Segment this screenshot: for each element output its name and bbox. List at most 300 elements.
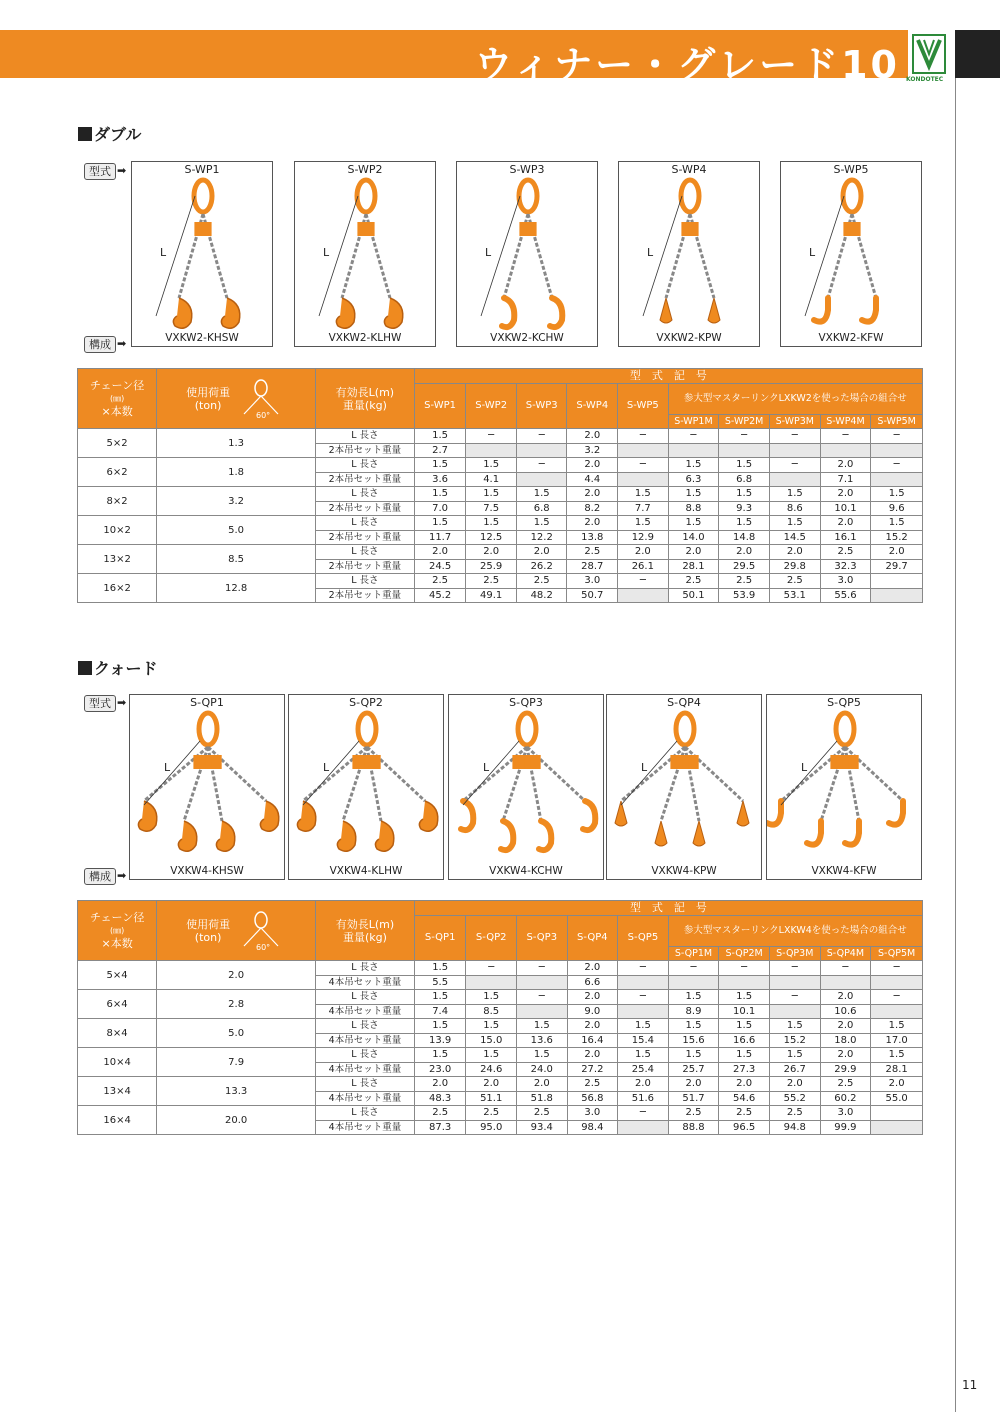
ref-model-col-header: S-QP2M <box>719 946 770 961</box>
length-cell: 1.5 <box>719 487 770 502</box>
length-cell: 2.0 <box>820 487 871 502</box>
sling-card <box>288 694 444 880</box>
chain-size-cell: 8×2 <box>78 487 157 516</box>
length-cell: ─ <box>516 429 567 444</box>
svg-text:L: L <box>647 246 654 259</box>
length-cell: 2.0 <box>820 1048 871 1063</box>
svg-text:L: L <box>809 246 816 259</box>
sling-angle-icon <box>236 378 286 420</box>
length-cell: ─ <box>668 429 719 444</box>
length-cell: 2.5 <box>769 574 820 589</box>
weight-cell <box>516 975 567 990</box>
chain-size-cell: 10×2 <box>78 516 157 545</box>
model-label: S-QP2 <box>349 696 383 709</box>
chain-sling-icon <box>130 709 286 869</box>
weight-cell: 23.0 <box>414 1062 466 1077</box>
length-cell: 3.0 <box>567 574 618 589</box>
svg-text:L: L <box>485 246 492 259</box>
model-col-header: S-QP5 <box>618 915 669 961</box>
svg-text:L: L <box>641 761 648 774</box>
length-cell: 1.5 <box>769 487 820 502</box>
weight-cell <box>618 588 669 603</box>
length-cell: 1.5 <box>769 516 820 531</box>
config-code: VXKW4-KLHW <box>329 865 403 877</box>
row-label-weight: 4本吊セット重量 <box>316 975 415 990</box>
length-cell: 2.5 <box>719 1106 770 1121</box>
load-cell: 1.8 <box>157 458 316 487</box>
length-cell: 1.5 <box>414 516 466 531</box>
weight-cell: 9.0 <box>567 1004 618 1019</box>
weight-cell: 48.3 <box>414 1091 466 1106</box>
length-cell: 1.5 <box>466 1048 517 1063</box>
col-header-chain: チェーン径 (㎜) ×本数 <box>78 369 157 429</box>
svg-text:L: L <box>160 246 167 259</box>
weight-cell: 25.7 <box>668 1062 719 1077</box>
weight-cell: 55.0 <box>871 1091 923 1106</box>
weight-cell <box>871 1004 923 1019</box>
length-cell: 2.0 <box>516 1077 567 1092</box>
length-cell: ─ <box>618 458 669 473</box>
weight-cell: 9.6 <box>871 501 923 516</box>
chain-size-cell: 16×2 <box>78 574 157 603</box>
weight-cell <box>618 1120 669 1135</box>
weight-cell: 51.8 <box>516 1091 567 1106</box>
chain-sling-icon <box>295 176 437 336</box>
length-cell: 2.5 <box>719 574 770 589</box>
length-cell: 2.0 <box>567 961 618 976</box>
config-code: VXKW2-KHSW <box>165 332 239 344</box>
logo-text: KONDOTEC <box>906 76 944 83</box>
config-code: VXKW4-KHSW <box>170 865 244 877</box>
sling-card <box>618 161 760 347</box>
length-cell: 2.0 <box>567 1019 618 1034</box>
weight-cell <box>871 975 923 990</box>
weight-cell: 5.5 <box>414 975 466 990</box>
weight-cell: 14.5 <box>769 530 820 545</box>
row-label-weight: 2本吊セット重量 <box>315 559 414 574</box>
load-cell: 1.3 <box>157 429 316 458</box>
square-bullet-icon <box>78 661 92 675</box>
weight-cell: 28.7 <box>567 559 618 574</box>
weight-cell: 24.5 <box>414 559 466 574</box>
length-cell: 2.0 <box>719 545 770 560</box>
length-cell: 1.5 <box>466 487 517 502</box>
config-code: VXKW4-KPW <box>651 865 717 877</box>
length-cell: 1.5 <box>618 516 669 531</box>
model-label: S-QP5 <box>827 696 861 709</box>
row-label-length: L 長さ <box>315 516 414 531</box>
load-cell: 3.2 <box>157 487 316 516</box>
length-cell: 1.5 <box>466 516 517 531</box>
model-label: S-WP1 <box>184 163 220 176</box>
model-col-header: S-WP4 <box>567 383 618 429</box>
length-cell: 1.5 <box>719 458 770 473</box>
length-cell: 1.5 <box>466 458 517 473</box>
length-cell: 1.5 <box>719 1048 770 1063</box>
length-cell: 2.0 <box>466 1077 517 1092</box>
length-cell: ─ <box>618 990 669 1005</box>
chain-size-cell: 13×2 <box>78 545 157 574</box>
model-label: S-WP4 <box>671 163 707 176</box>
config-code: VXKW4-KCHW <box>489 865 563 877</box>
row-label-weight: 4本吊セット重量 <box>316 1120 415 1135</box>
col-header-load: 使用荷重 (ton) 60° <box>157 901 316 961</box>
length-cell: ─ <box>820 429 871 444</box>
weight-cell: 8.8 <box>668 501 719 516</box>
length-cell: 2.5 <box>516 574 567 589</box>
length-cell: 2.0 <box>618 545 669 560</box>
model-label: S-WP5 <box>833 163 869 176</box>
model-col-header: S-WP2 <box>466 383 517 429</box>
length-cell: 1.5 <box>516 487 567 502</box>
weight-cell: 26.1 <box>618 559 669 574</box>
row-label-length: L 長さ <box>316 990 415 1005</box>
weight-cell: 10.6 <box>820 1004 871 1019</box>
table-row <box>78 516 923 531</box>
length-cell: ─ <box>769 961 820 976</box>
weight-cell <box>516 443 567 458</box>
length-cell: ─ <box>618 961 669 976</box>
kondotec-logo-icon <box>912 34 946 74</box>
config-code: VXKW2-KLHW <box>328 332 402 344</box>
length-cell: 2.0 <box>466 545 517 560</box>
model-col-header: S-QP1 <box>414 915 466 961</box>
length-cell: 2.0 <box>414 1077 466 1092</box>
weight-cell: 88.8 <box>668 1120 719 1135</box>
length-cell: 2.0 <box>668 545 719 560</box>
weight-cell: 16.4 <box>567 1033 618 1048</box>
weight-cell: 54.6 <box>719 1091 770 1106</box>
weight-cell: 95.0 <box>466 1120 517 1135</box>
weight-cell: 8.2 <box>567 501 618 516</box>
weight-cell: 13.6 <box>516 1033 567 1048</box>
chain-size-cell: 8×4 <box>78 1019 157 1048</box>
weight-cell: 29.8 <box>769 559 820 574</box>
weight-cell: 96.5 <box>719 1120 770 1135</box>
chain-size-cell: 16×4 <box>78 1106 157 1135</box>
length-cell: 1.5 <box>668 1048 719 1063</box>
row-label-weight: 2本吊セット重量 <box>315 443 414 458</box>
length-cell: 1.5 <box>719 516 770 531</box>
model-label: S-WP2 <box>347 163 383 176</box>
svg-text:L: L <box>801 761 808 774</box>
weight-cell <box>466 443 517 458</box>
length-cell: 1.5 <box>618 487 669 502</box>
double-spec-table <box>77 368 923 603</box>
col-header-load: 使用荷重 (ton) 60° <box>157 369 316 429</box>
row-label-length: L 長さ <box>315 429 414 444</box>
weight-cell: 12.2 <box>516 530 567 545</box>
length-cell: 1.5 <box>414 487 466 502</box>
config-code: VXKW2-KCHW <box>490 332 564 344</box>
sling-card <box>780 161 922 347</box>
length-cell: 1.5 <box>414 990 466 1005</box>
length-cell: 1.5 <box>668 990 719 1005</box>
length-cell: 2.0 <box>567 429 618 444</box>
load-cell: 13.3 <box>157 1077 316 1106</box>
length-cell: 2.0 <box>668 1077 719 1092</box>
sling-card <box>129 694 285 880</box>
ref-model-col-header: S-WP3M <box>769 414 820 429</box>
weight-cell: 28.1 <box>668 559 719 574</box>
weight-cell: 25.4 <box>618 1062 669 1077</box>
length-cell: ─ <box>618 574 669 589</box>
weight-cell: 94.8 <box>769 1120 820 1135</box>
weight-cell <box>871 1120 923 1135</box>
model-col-header: S-QP2 <box>466 915 517 961</box>
weight-cell: 8.6 <box>769 501 820 516</box>
length-cell: 1.5 <box>618 1048 669 1063</box>
row-label-weight: 4本吊セット重量 <box>316 1062 415 1077</box>
chain-size-cell: 6×4 <box>78 990 157 1019</box>
length-cell: 2.0 <box>567 516 618 531</box>
table-row <box>78 961 923 976</box>
length-cell: 1.5 <box>719 990 770 1005</box>
weight-cell: 9.3 <box>719 501 770 516</box>
row-label-length: L 長さ <box>316 961 415 976</box>
load-cell: 5.0 <box>157 516 316 545</box>
chain-size-cell: 6×2 <box>78 458 157 487</box>
config-tag: 構成 <box>84 336 116 353</box>
weight-cell <box>516 472 567 487</box>
length-cell: 2.5 <box>668 1106 719 1121</box>
weight-cell: 87.3 <box>414 1120 466 1135</box>
weight-cell: 15.6 <box>668 1033 719 1048</box>
sling-card <box>456 161 598 347</box>
weight-cell: 53.9 <box>719 588 770 603</box>
row-label-length: L 長さ <box>315 545 414 560</box>
weight-cell: 17.0 <box>871 1033 923 1048</box>
weight-cell: 7.5 <box>466 501 517 516</box>
weight-cell: 7.1 <box>820 472 871 487</box>
chain-sling-icon <box>457 176 599 336</box>
ref-model-col-header: S-WP5M <box>871 414 923 429</box>
weight-cell: 7.4 <box>414 1004 466 1019</box>
model-col-header: S-WP5 <box>618 383 669 429</box>
length-cell: 2.5 <box>820 545 871 560</box>
svg-text:L: L <box>323 761 330 774</box>
arrow-right-icon: ➡ <box>117 337 127 350</box>
section-title-quad: クォード <box>78 656 158 679</box>
weight-cell: 6.8 <box>516 501 567 516</box>
row-label-length: L 長さ <box>315 458 414 473</box>
weight-cell: 50.7 <box>567 588 618 603</box>
table-row <box>78 429 923 444</box>
weight-cell: 98.4 <box>567 1120 618 1135</box>
weight-cell <box>820 443 871 458</box>
weight-cell: 93.4 <box>516 1120 567 1135</box>
table-row <box>78 458 923 473</box>
weight-cell: 2.7 <box>414 443 466 458</box>
weight-cell: 51.7 <box>668 1091 719 1106</box>
length-cell: 1.5 <box>414 429 466 444</box>
length-cell: ─ <box>820 961 871 976</box>
weight-cell: 29.7 <box>871 559 923 574</box>
config-code: VXKW2-KFW <box>818 332 884 344</box>
config-code: VXKW2-KPW <box>656 332 722 344</box>
weight-cell <box>820 975 871 990</box>
weight-cell <box>769 472 820 487</box>
col-header-models: 型 式 記 号 <box>414 901 922 916</box>
model-col-header: S-QP3 <box>516 915 567 961</box>
length-cell: 3.0 <box>567 1106 618 1121</box>
length-cell: 2.0 <box>567 1048 618 1063</box>
sling-card <box>448 694 604 880</box>
row-label-length: L 長さ <box>316 1048 415 1063</box>
length-cell: 1.5 <box>516 1019 567 1034</box>
length-cell: 1.5 <box>871 487 923 502</box>
chain-size-cell: 5×4 <box>78 961 157 990</box>
model-tag: 型式 <box>84 163 116 180</box>
weight-cell: 29.9 <box>820 1062 871 1077</box>
length-cell: 2.0 <box>567 487 618 502</box>
svg-text:60°: 60° <box>256 942 271 952</box>
square-bullet-icon <box>78 127 92 141</box>
weight-cell <box>769 443 820 458</box>
ref-model-col-header: S-QP3M <box>769 946 820 961</box>
length-cell: ─ <box>871 990 923 1005</box>
side-divider <box>955 78 956 1412</box>
chain-sling-icon <box>607 709 763 869</box>
load-cell: 7.9 <box>157 1048 316 1077</box>
length-cell: 2.0 <box>414 545 466 560</box>
weight-cell <box>719 975 770 990</box>
weight-cell: 18.0 <box>820 1033 871 1048</box>
chain-sling-icon <box>449 709 605 869</box>
table-row <box>78 574 923 589</box>
weight-cell: 7.7 <box>618 501 669 516</box>
length-cell: 2.5 <box>414 1106 466 1121</box>
weight-cell: 10.1 <box>820 501 871 516</box>
length-cell: 1.5 <box>414 1019 466 1034</box>
length-cell: 2.5 <box>769 1106 820 1121</box>
weight-cell <box>769 1004 820 1019</box>
length-cell: ─ <box>719 961 770 976</box>
length-cell: 3.0 <box>820 1106 871 1121</box>
model-col-header: S-WP1 <box>414 383 466 429</box>
load-cell: 5.0 <box>157 1019 316 1048</box>
length-cell <box>871 1106 923 1121</box>
ref-model-col-header: S-QP1M <box>668 946 719 961</box>
weight-cell: 15.2 <box>769 1033 820 1048</box>
table-row <box>78 990 923 1005</box>
length-cell: 1.5 <box>668 487 719 502</box>
chain-size-cell: 13×4 <box>78 1077 157 1106</box>
weight-cell: 27.2 <box>567 1062 618 1077</box>
weight-cell: 51.1 <box>466 1091 517 1106</box>
weight-cell: 51.6 <box>618 1091 669 1106</box>
length-cell: 2.0 <box>516 545 567 560</box>
weight-cell <box>871 472 923 487</box>
side-tab <box>955 30 1000 78</box>
weight-cell: 3.6 <box>414 472 466 487</box>
length-cell: ─ <box>719 429 770 444</box>
arrow-right-icon: ➡ <box>117 869 127 882</box>
load-cell: 8.5 <box>157 545 316 574</box>
length-cell: ─ <box>871 458 923 473</box>
length-cell: 1.5 <box>516 1048 567 1063</box>
weight-cell: 48.2 <box>516 588 567 603</box>
load-cell: 20.0 <box>157 1106 316 1135</box>
length-cell: 2.0 <box>820 1019 871 1034</box>
weight-cell <box>618 443 669 458</box>
length-cell: ─ <box>466 961 517 976</box>
length-cell: ─ <box>668 961 719 976</box>
length-cell: 2.0 <box>820 516 871 531</box>
length-cell: 1.5 <box>466 1019 517 1034</box>
length-cell: 2.0 <box>769 1077 820 1092</box>
page-title: ウィナー・グレード10 <box>474 43 900 87</box>
length-cell: 1.5 <box>618 1019 669 1034</box>
weight-cell: 15.4 <box>618 1033 669 1048</box>
chain-sling-icon <box>619 176 761 336</box>
config-code: VXKW4-KFW <box>811 865 877 877</box>
load-cell: 2.0 <box>157 961 316 990</box>
length-cell: 2.5 <box>567 1077 618 1092</box>
row-label-length: L 長さ <box>316 1019 415 1034</box>
col-header-length-weight: 有効長L(m) 重量(kg) <box>316 901 415 961</box>
chain-size-cell: 10×4 <box>78 1048 157 1077</box>
row-label-weight: 2本吊セット重量 <box>315 588 414 603</box>
length-cell: 1.5 <box>668 516 719 531</box>
arrow-right-icon: ➡ <box>117 164 127 177</box>
ref-model-col-header: S-QP4M <box>820 946 871 961</box>
weight-cell: 16.1 <box>820 530 871 545</box>
sling-angle-icon <box>236 910 286 952</box>
row-label-weight: 4本吊セット重量 <box>316 1004 415 1019</box>
length-cell: 2.5 <box>516 1106 567 1121</box>
config-tag: 構成 <box>84 868 116 885</box>
length-cell: 2.5 <box>668 574 719 589</box>
length-cell: 2.5 <box>414 574 466 589</box>
svg-text:L: L <box>164 761 171 774</box>
weight-cell: 6.3 <box>668 472 719 487</box>
weight-cell: 25.9 <box>466 559 517 574</box>
length-cell: 2.0 <box>871 1077 923 1092</box>
length-cell: 1.5 <box>668 1019 719 1034</box>
model-label: S-WP3 <box>509 163 545 176</box>
reference-header: 参大型マスターリンクLXKW2を使った場合の組合せ <box>668 383 922 414</box>
weight-cell: 14.8 <box>719 530 770 545</box>
chain-sling-icon <box>132 176 274 336</box>
length-cell: 1.5 <box>414 961 466 976</box>
weight-cell <box>668 443 719 458</box>
length-cell: 2.0 <box>820 990 871 1005</box>
length-cell: ─ <box>516 458 567 473</box>
length-cell: ─ <box>516 961 567 976</box>
weight-cell <box>466 975 517 990</box>
row-label-weight: 4本吊セット重量 <box>316 1033 415 1048</box>
length-cell: ─ <box>871 961 923 976</box>
chain-sling-icon <box>767 709 923 869</box>
weight-cell: 4.1 <box>466 472 517 487</box>
weight-cell: 50.1 <box>668 588 719 603</box>
weight-cell: 60.2 <box>820 1091 871 1106</box>
length-cell: ─ <box>769 990 820 1005</box>
model-label: S-QP4 <box>667 696 701 709</box>
weight-cell <box>871 588 923 603</box>
weight-cell <box>769 975 820 990</box>
weight-cell: 55.2 <box>769 1091 820 1106</box>
row-label-length: L 長さ <box>315 487 414 502</box>
weight-cell: 26.7 <box>769 1062 820 1077</box>
svg-text:L: L <box>483 761 490 774</box>
weight-cell: 15.0 <box>466 1033 517 1048</box>
weight-cell: 32.3 <box>820 559 871 574</box>
weight-cell: 99.9 <box>820 1120 871 1135</box>
length-cell: 2.0 <box>820 458 871 473</box>
load-cell: 12.8 <box>157 574 316 603</box>
